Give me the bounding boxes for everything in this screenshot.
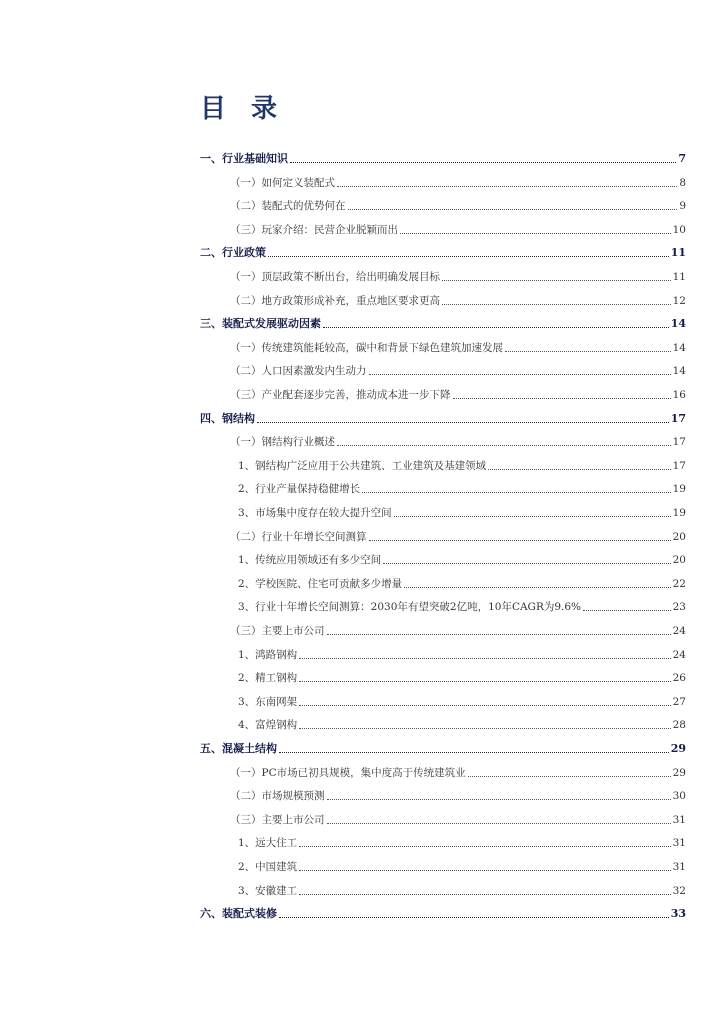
toc-entry[interactable]	[238, 712, 686, 732]
toc-entry-page: 14	[672, 341, 686, 354]
toc-entry[interactable]	[238, 689, 686, 709]
toc-entry-title: （二）市场规模预测	[230, 790, 325, 803]
toc-entry[interactable]	[238, 500, 686, 520]
toc-entry-page: 32	[672, 884, 686, 897]
toc-leader-dots	[505, 351, 671, 352]
toc-entry[interactable]	[238, 547, 686, 567]
toc-leader-dots	[362, 492, 670, 493]
toc-entry[interactable]	[200, 146, 686, 166]
toc-entry[interactable]	[230, 783, 686, 803]
toc-leader-dots	[323, 327, 669, 328]
toc-entry-page: 23	[672, 601, 686, 614]
toc-leader-dots	[468, 776, 671, 777]
toc-entry[interactable]	[230, 193, 686, 213]
toc-entry-title: （二）地方政策形成补充，重点地区要求更高	[230, 294, 440, 307]
toc-entry-title: 六、装配式装修	[200, 907, 277, 921]
toc-leader-dots	[442, 304, 671, 305]
toc-entry[interactable]	[230, 264, 686, 284]
toc-entry-page: 11	[672, 271, 686, 283]
toc-entry[interactable]	[238, 665, 686, 685]
toc-entry[interactable]	[230, 429, 686, 449]
toc-entry-title: （二）行业十年增长空间测算	[230, 530, 367, 543]
toc-entry-title: 三、装配式发展驱动因素	[200, 317, 321, 331]
toc-leader-dots	[299, 681, 670, 682]
toc-entry-title: 2、中国建筑	[238, 861, 298, 873]
toc-leader-dots	[299, 870, 670, 871]
toc-entry-page: 19	[672, 483, 686, 496]
toc-entry[interactable]	[200, 736, 686, 756]
toc-entry-page: 8	[679, 176, 686, 189]
toc-entry-page: 11	[670, 246, 686, 260]
toc-entry[interactable]	[238, 476, 686, 496]
toc-leader-dots	[299, 658, 670, 659]
toc-entry-page: 24	[672, 648, 686, 661]
toc-leader-dots	[383, 563, 670, 564]
toc-entry-page: 26	[672, 672, 686, 685]
toc-leader-dots	[404, 587, 670, 588]
toc-entry[interactable]	[200, 901, 686, 921]
toc-entry-title: （一）PC市场已初具规模，集中度高于传统建筑业	[230, 766, 466, 779]
toc-entry-title: 1、钢结构广泛应用于公共建筑、工业建筑及基建领域	[238, 459, 487, 472]
toc-entry-page: 9	[679, 200, 686, 213]
toc-leader-dots	[279, 752, 669, 753]
toc-entry[interactable]	[230, 288, 686, 308]
toc-entry-page: 14	[670, 317, 686, 331]
toc-entry-page: 20	[672, 530, 686, 543]
toc-entry-title: 2、学校医院、住宅可贡献多少增量	[238, 577, 403, 590]
toc-entry-title: 3、东南网架	[238, 695, 298, 708]
toc-entry[interactable]	[230, 524, 686, 544]
toc-entry-page: 19	[672, 507, 686, 519]
toc-entry-title: 一、行业基础知识	[200, 152, 288, 165]
toc-entry-page: 33	[670, 907, 686, 921]
toc-entry-title: （一）顶层政策不断出台，给出明确发展目标	[230, 271, 440, 283]
toc-entry-title: （三）主要上市公司	[230, 813, 325, 826]
toc-entry-title: 二、行业政策	[200, 246, 266, 260]
toc-entry[interactable]	[238, 453, 686, 473]
toc-entry-page: 7	[678, 152, 686, 165]
toc-leader-dots	[369, 374, 671, 375]
toc-entry-title: （一）如何定义装配式	[230, 176, 335, 189]
toc-entry-page: 31	[672, 813, 686, 826]
toc-entry-page: 31	[672, 837, 686, 850]
toc-leader-dots	[327, 799, 671, 800]
toc-entry-title: 1、传统应用领域还有多少空间	[238, 554, 382, 567]
toc-leader-dots	[268, 256, 669, 257]
toc-entry-title: 2、行业产量保持稳健增长	[238, 483, 361, 496]
toc-entry-title: （二）人口因素激发内生动力	[230, 365, 367, 378]
toc-leader-dots	[257, 422, 669, 423]
toc-entry[interactable]	[238, 642, 686, 662]
toc-entry-page: 17	[672, 459, 686, 472]
toc-entry[interactable]	[230, 358, 686, 378]
toc-entry-title: 五、混凝土结构	[200, 742, 277, 755]
toc-entry-page: 24	[672, 625, 686, 637]
toc-leader-dots	[290, 162, 676, 163]
toc-entry-page: 14	[672, 365, 686, 378]
toc-entry[interactable]	[238, 878, 686, 898]
toc-entry-page: 17	[672, 436, 686, 449]
toc-entry-page: 12	[672, 294, 686, 307]
toc-leader-dots	[327, 634, 671, 635]
toc-entry-title: 4、富煌钢构	[238, 719, 298, 732]
toc-entry-page: 31	[672, 861, 686, 873]
toc-leader-dots	[442, 280, 671, 281]
toc-leader-dots	[299, 894, 670, 895]
toc-entry[interactable]	[238, 854, 686, 874]
toc-entry-title: 1、鸿路钢构	[238, 648, 298, 661]
toc-entry-page: 22	[672, 577, 686, 590]
toc-entry[interactable]	[200, 240, 686, 260]
toc-entry[interactable]	[200, 311, 686, 331]
toc-entry-title: （一）钢结构行业概述	[230, 436, 335, 449]
toc-leader-dots	[279, 917, 669, 918]
toc-entry[interactable]	[238, 594, 686, 614]
toc-entry-page: 27	[672, 695, 686, 708]
toc-entry-page: 29	[670, 742, 686, 755]
toc-entry-page: 10	[672, 223, 686, 236]
toc-leader-dots	[348, 209, 678, 210]
toc-leader-dots	[337, 186, 677, 187]
toc-entry[interactable]	[230, 382, 686, 402]
toc-title: 目 录	[200, 94, 286, 124]
toc-leader-dots	[400, 233, 671, 234]
toc-entry-title: 3、市场集中度存在较大提升空间	[238, 507, 392, 519]
toc-leader-dots	[299, 846, 670, 847]
toc-entry[interactable]	[230, 807, 686, 827]
toc-entry[interactable]	[230, 760, 686, 780]
toc-leader-dots	[394, 516, 671, 517]
toc-entry[interactable]	[238, 830, 686, 850]
toc-entry-title: 1、远大住工	[238, 837, 298, 850]
toc-entry[interactable]	[230, 618, 686, 638]
toc-leader-dots	[369, 540, 671, 541]
toc-entry-title: （三）玩家介绍：民营企业脱颖而出	[230, 223, 398, 236]
toc-entry[interactable]	[230, 335, 686, 355]
toc-leader-dots	[337, 445, 671, 446]
toc-leader-dots	[453, 398, 671, 399]
toc-entry[interactable]	[238, 571, 686, 591]
toc-entry-page: 30	[672, 790, 686, 803]
toc-entry-title: 3、安徽建工	[238, 884, 298, 897]
toc-entry-title: （三）主要上市公司	[230, 625, 325, 637]
toc-entry-page: 28	[672, 719, 686, 732]
toc-entry-title: 2、精工钢构	[238, 672, 298, 685]
toc-entry-title: （一）传统建筑能耗较高，碳中和背景下绿色建筑加速发展	[230, 341, 503, 354]
toc-leader-dots	[327, 823, 671, 824]
toc-entry[interactable]	[230, 170, 686, 190]
toc-entry-title: 四、钢结构	[200, 411, 255, 425]
toc-entry[interactable]	[230, 217, 686, 237]
toc-entry[interactable]	[200, 406, 686, 426]
toc-entry-page: 17	[670, 411, 686, 425]
toc-entry-page: 29	[672, 766, 686, 779]
toc-entry-title: （二）装配式的优势何在	[230, 200, 346, 213]
toc-leader-dots	[299, 705, 670, 706]
toc-leader-dots	[488, 469, 670, 470]
toc-entry-title: （三）产业配套逐步完善，推动成本进一步下降	[230, 389, 451, 401]
toc-entry-page: 20	[672, 554, 686, 567]
toc-entry-page: 16	[672, 389, 686, 401]
toc-entry-title: 3、行业十年增长空间测算：2030年有望突破2亿吨，10年CAGR为9.6%	[238, 601, 582, 614]
toc-leader-dots	[299, 728, 670, 729]
toc-leader-dots	[583, 610, 671, 611]
